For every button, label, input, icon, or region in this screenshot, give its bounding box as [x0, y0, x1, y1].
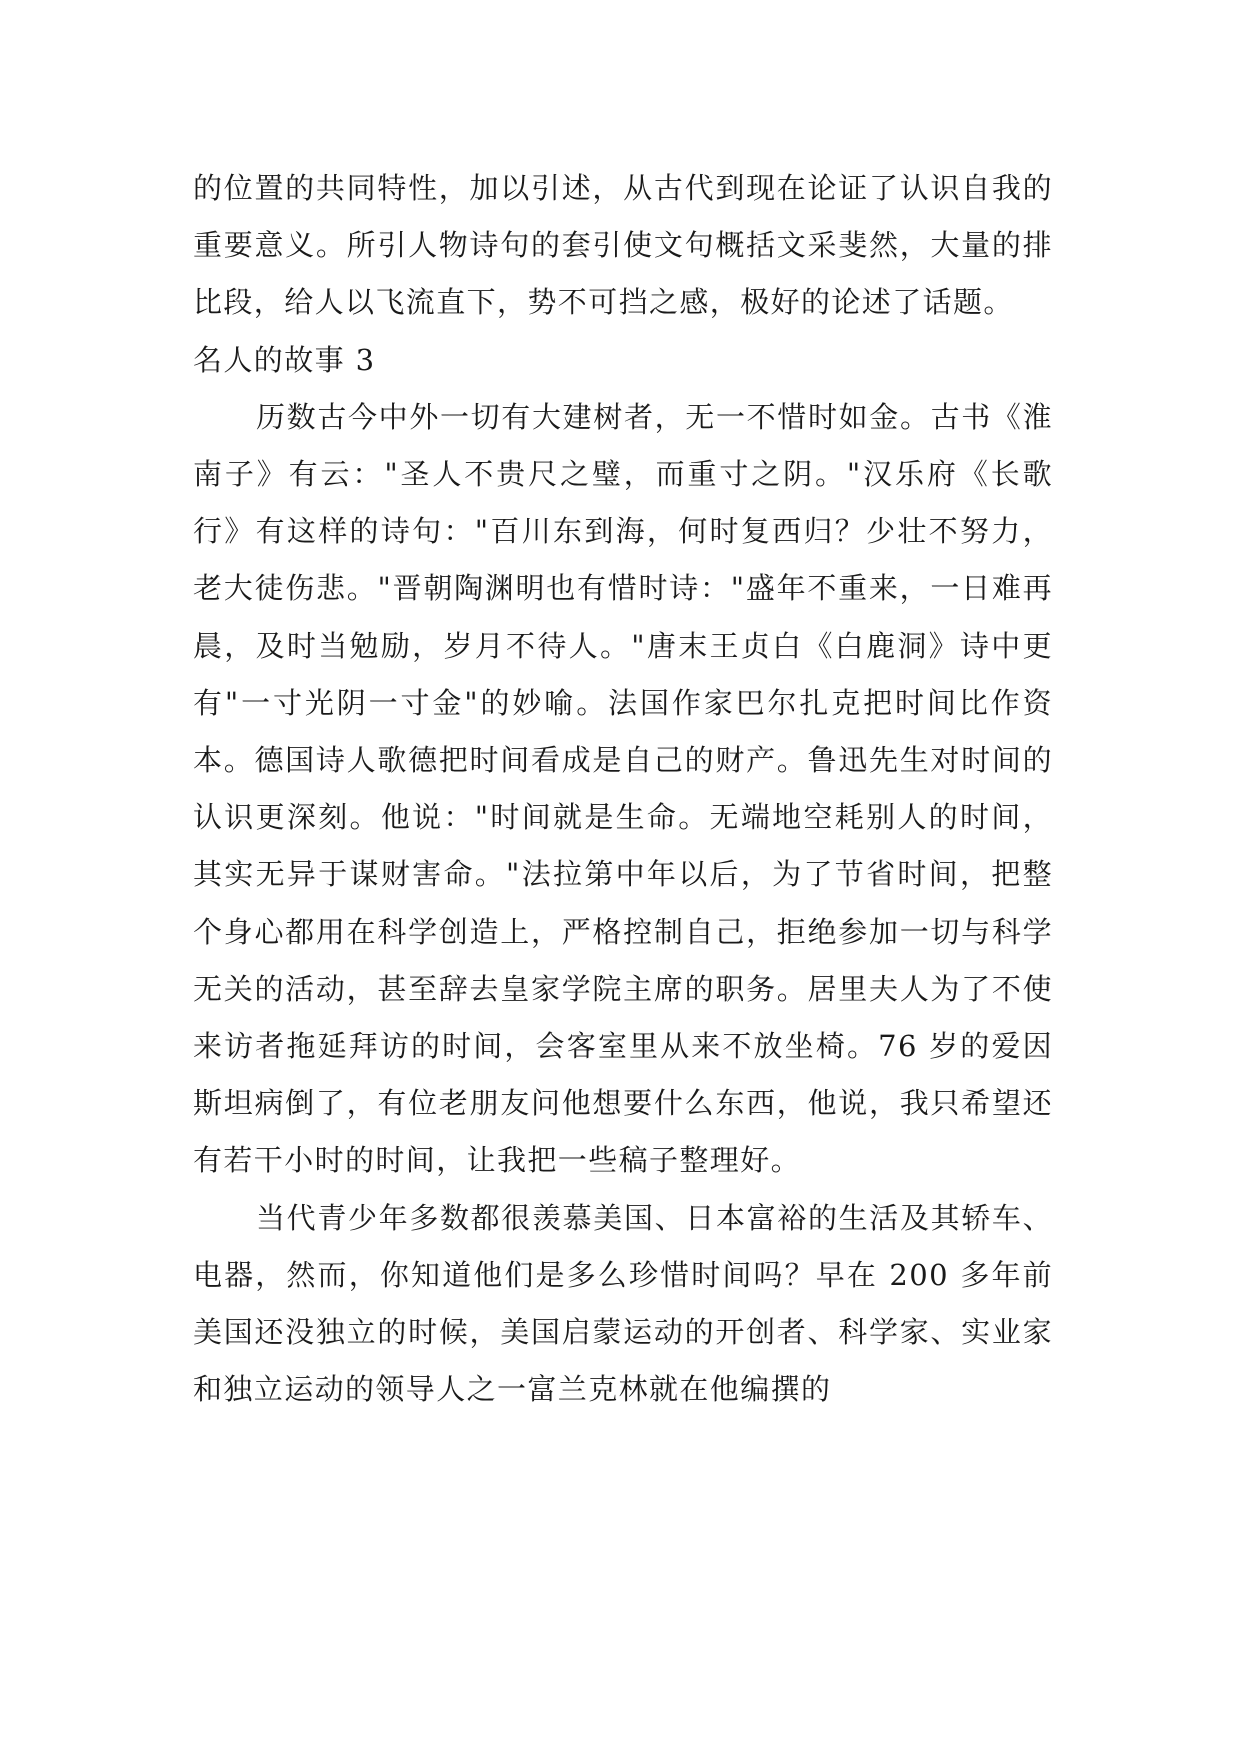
document-body	[193, 160, 1053, 1418]
section-heading: 名人的故事 3	[193, 342, 376, 377]
paragraph-youth-america-japan: 当代青少年多数都很羡慕美国、日本富裕的生活及其轿车、电器，然而，你知道他们是多么珍惜时间吗？早在 200 多年前美国还没独立的时候，美国启蒙运动的开创者、科学家、实业家和独立运动的领导人之一富兰克林就在他编撰的	[193, 1200, 1053, 1407]
paragraph-continued: 的位置的共同特性，加以引述，从古代到现在论证了认识自我的重要意义。所引人物诗句的套引使文句概括文采斐然，大量的排比段，给人以飞流直下，势不可挡之感，极好的论述了话题。	[193, 171, 1053, 320]
paragraph-time-cherishing-famous-people: 历数古今中外一切有大建树者，无一不惜时如金。古书《淮南子》有云："圣人不贵尺之璧，而重寸之阴。"汉乐府《长歌行》有这样的诗句："百川东到海，何时复西归？少壮不努力，老大徒伤悲。"晋朝陶渊明也有惜时诗："盛年不重来，一日难再晨，及时当勉励，岁月不待人。"唐末王贞白《白鹿洞》诗中更有"一寸光阴一寸金"的妙喻。法国作家巴尔扎克把时间比作资本。德国诗人歌德把时间看成是自己的财产。鲁迅先生对时间的认识更深刻。他说："时间就是生命。无端地空耗别人的时间，其实无异于谋财害命。"法拉第中年以后，为了节省时间，把整个身心都用在科学创造上，严格控制自己，拒绝参加一切与科学无关的活动，甚至辞去皇家学院主席的职务。居里夫人为了不使来访者拖延拜访的时间，会客室里从来不放坐椅。76 岁的爱因斯坦病倒了，有位老朋友问他想要什么东西，他说，我只希望还有若干小时的时间，让我把一些稿子整理好。	[193, 399, 1053, 1178]
